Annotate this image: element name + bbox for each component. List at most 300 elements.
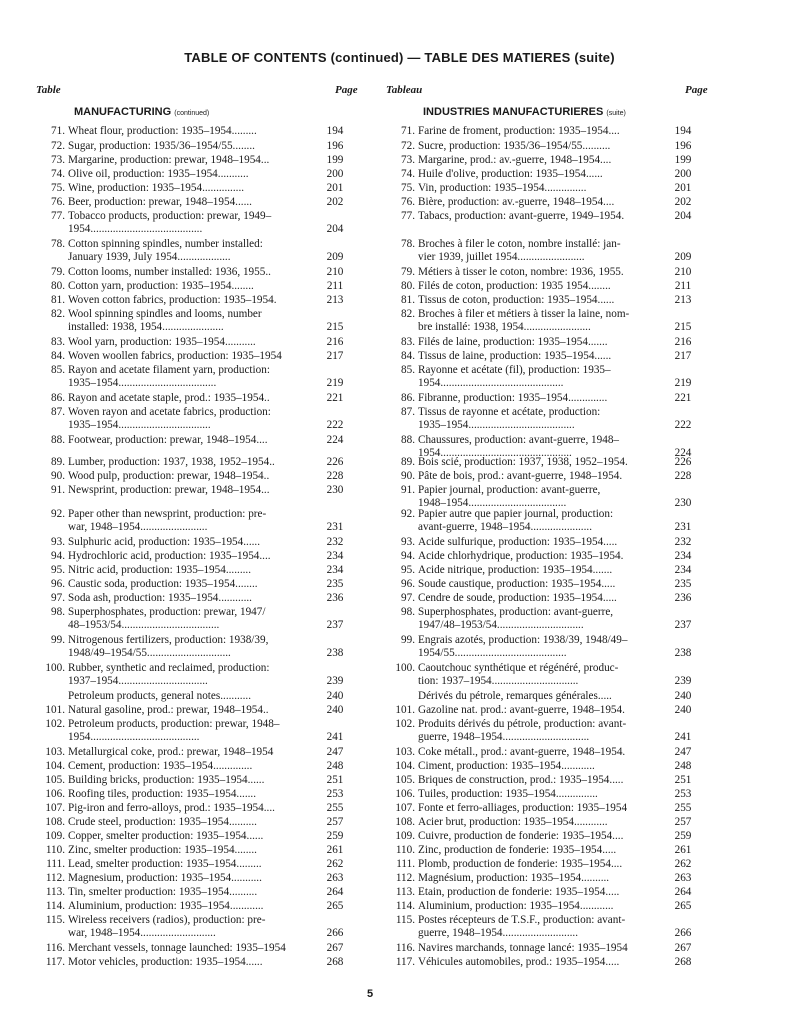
toc-entry-number: 108. <box>45 816 65 828</box>
toc-entry <box>33 169 351 182</box>
toc-entry-number: 79. <box>51 266 65 278</box>
toc-entry-text: Tissus de rayonne et acétate, production: <box>418 407 601 418</box>
toc-entry-page: 248 <box>326 760 344 772</box>
toc-entry-text: 1935–1954................................. <box>68 420 211 431</box>
toc-entry <box>33 817 351 830</box>
toc-entry-page: 230 <box>326 484 344 496</box>
toc-entry-text: Fonte et ferro-alliages, production: 1935–1954 <box>418 803 628 814</box>
toc-entry-page: 241 <box>326 731 344 743</box>
toc-entry <box>383 267 701 280</box>
toc-entry-number: 109. <box>395 830 415 842</box>
toc-entry-number: 105. <box>395 774 415 786</box>
toc-entry <box>33 831 351 844</box>
toc-entry-page: 263 <box>674 872 692 884</box>
toc-entry-page: 228 <box>674 470 692 482</box>
toc-entry-page: 222 <box>674 419 692 431</box>
toc-entry-text: Cement, production: 1935–1954.............. <box>68 761 253 772</box>
toc-entry-text: Petroleum products, general notes........... <box>68 691 251 702</box>
toc-entry-page: 237 <box>674 619 692 631</box>
toc-entry-page: 221 <box>674 392 692 404</box>
toc-entry-number: 89. <box>401 456 415 468</box>
toc-entry-number: 79. <box>401 266 415 278</box>
toc-entry-page: 199 <box>674 154 692 166</box>
right-table-label: Tableau <box>386 84 423 96</box>
toc-entry-number: 75. <box>51 182 65 194</box>
toc-entry-number: 101. <box>395 704 415 716</box>
toc-entry-page: 236 <box>674 592 692 604</box>
toc-entry-page: 234 <box>674 564 692 576</box>
toc-entry <box>33 579 351 592</box>
toc-entry-page: 210 <box>674 266 692 278</box>
toc-entry-page: 239 <box>326 675 344 687</box>
toc-entry <box>33 901 351 914</box>
toc-entry <box>33 485 351 498</box>
toc-entry-text: Tobacco products, production: prewar, 1949– <box>68 211 272 222</box>
toc-entry <box>33 267 351 280</box>
toc-entry-page: 234 <box>674 550 692 562</box>
toc-entry <box>383 281 701 294</box>
toc-entry-text: Bière, production: av.-guerre, 1948–1954.... <box>418 197 615 208</box>
toc-entry-page: 240 <box>326 704 344 716</box>
toc-entry <box>383 407 701 433</box>
toc-entry-number: 105. <box>45 774 65 786</box>
toc-entry-page: 248 <box>674 760 692 772</box>
toc-entry <box>383 537 701 550</box>
toc-entry <box>33 471 351 484</box>
toc-entry-text: Zinc, production de fonderie: 1935–1954..... <box>418 845 617 856</box>
toc-entry <box>383 593 701 606</box>
toc-entry-text: Crude steel, production: 1935–1954.......... <box>68 817 257 828</box>
toc-entry <box>383 705 701 718</box>
toc-entry-page: 232 <box>674 536 692 548</box>
toc-entry-page: 259 <box>326 830 344 842</box>
toc-entry-number: 95. <box>51 564 65 576</box>
left-section-title: MANUFACTURING <box>74 106 172 118</box>
toc-entry-text: Tabacs, production: avant-guerre, 1949–1954. <box>418 211 625 222</box>
toc-entry-text: 1947/48–1953/54............................... <box>418 620 584 631</box>
toc-entry-text: 1935–1954...................................... <box>418 420 575 431</box>
toc-entry-page: 194 <box>674 125 692 137</box>
toc-entry-text: Produits dérivés du pétrole, production: avant- <box>418 719 627 730</box>
toc-entry-number: 80. <box>51 280 65 292</box>
toc-entry-page: 211 <box>674 280 692 292</box>
toc-entry-number: 106. <box>395 788 415 800</box>
toc-entry-number: 97. <box>401 592 415 604</box>
toc-entry <box>383 239 701 265</box>
toc-entry-page: 240 <box>674 690 692 702</box>
toc-entry-text: 1954....................................... <box>68 732 200 743</box>
toc-entry <box>33 141 351 154</box>
toc-entry-page: 238 <box>674 647 692 659</box>
toc-entry-text: Aluminium, production: 1935–1954............ <box>68 901 264 912</box>
toc-entry-number: 94. <box>401 550 415 562</box>
toc-entry <box>33 943 351 956</box>
toc-entry-page: 235 <box>674 578 692 590</box>
toc-entry-text: Woven woollen fabrics, production: 1935–1954 <box>68 351 282 362</box>
toc-entry-page: 261 <box>326 844 344 856</box>
toc-entry-number: 113. <box>395 886 415 898</box>
toc-entry-number: 86. <box>51 392 65 404</box>
toc-entry-page: 221 <box>326 392 344 404</box>
toc-entry <box>33 957 351 970</box>
toc-entry-text: tion: 1937–1954............................... <box>418 676 579 687</box>
toc-entry-number: 83. <box>401 336 415 348</box>
toc-entry-number: 88. <box>401 434 415 446</box>
toc-entry-text: Cotton looms, number installed: 1936, 1955.. <box>68 267 271 278</box>
toc-entry <box>33 747 351 760</box>
toc-entry <box>33 435 351 448</box>
toc-entry <box>383 957 701 970</box>
toc-entry-number: 99. <box>401 634 415 646</box>
toc-entry-page: 216 <box>326 336 344 348</box>
toc-entry-text: Olive oil, production: 1935–1954........... <box>68 169 249 180</box>
toc-entry-page: 240 <box>326 690 344 702</box>
toc-entry-number: 115. <box>45 914 65 926</box>
toc-entry-page: 210 <box>326 266 344 278</box>
toc-entry-page: 268 <box>674 956 692 968</box>
toc-entry <box>383 565 701 578</box>
toc-entry-number: 102. <box>395 718 415 730</box>
toc-entry-page: 264 <box>326 886 344 898</box>
toc-entry-number: 94. <box>51 550 65 562</box>
toc-entry-number: 92. <box>51 508 65 520</box>
toc-entry-number: 80. <box>401 280 415 292</box>
toc-entry-page: 219 <box>674 377 692 389</box>
toc-entry-number: 85. <box>51 364 65 376</box>
toc-entry-page: 217 <box>674 350 692 362</box>
toc-entry-number: 98. <box>401 606 415 618</box>
toc-entry-number: 85. <box>401 364 415 376</box>
toc-entry <box>33 761 351 774</box>
toc-entry <box>383 859 701 872</box>
toc-entry <box>33 635 351 661</box>
toc-entry-text: Vin, production: 1935–1954............... <box>418 183 587 194</box>
toc-entry-number: 81. <box>51 294 65 306</box>
toc-entry-number: 76. <box>51 196 65 208</box>
toc-entry-number: 88. <box>51 434 65 446</box>
toc-entry-number: 113. <box>45 886 65 898</box>
toc-entry-text: Wood pulp, production: prewar, 1948–1954.. <box>68 471 270 482</box>
toc-entry-page: 213 <box>326 294 344 306</box>
toc-entry-text: Sulphuric acid, production: 1935–1954...... <box>68 537 261 548</box>
toc-entry-text: Pâte de bois, prod.: avant-guerre, 1948–1954. <box>418 471 623 482</box>
toc-entry-text: Filés de laine, production: 1935–1954....... <box>418 337 608 348</box>
toc-entry-number: 74. <box>51 168 65 180</box>
toc-entry-text: Copper, smelter production: 1935–1954...... <box>68 831 264 842</box>
toc-entry-text: 1954........................................ <box>68 224 203 235</box>
toc-entry-page: 196 <box>674 140 692 152</box>
toc-entry-text: Caoutchouc synthétique et régénéré, produc- <box>418 663 619 674</box>
toc-entry <box>33 197 351 210</box>
toc-entry-page: 201 <box>326 182 344 194</box>
toc-entry <box>383 309 701 335</box>
toc-entry-number: 75. <box>401 182 415 194</box>
toc-entry-page: 224 <box>326 434 344 446</box>
toc-entry-page: 234 <box>326 564 344 576</box>
toc-entry-page: 255 <box>674 802 692 814</box>
toc-entry-page: 219 <box>326 377 344 389</box>
toc-entry-page: 226 <box>326 456 344 468</box>
toc-entry-number: 110. <box>45 844 65 856</box>
toc-entry-text: Woven rayon and acetate fabrics, production: <box>68 407 271 418</box>
toc-entry <box>383 211 701 224</box>
toc-entry-page: 200 <box>326 168 344 180</box>
toc-entry-number: 111. <box>396 858 415 870</box>
toc-entry <box>33 705 351 718</box>
toc-entry-text: war, 1948–1954........................... <box>68 928 216 939</box>
toc-entry-text: Nitrogenous fertilizers, production: 1938/39, <box>68 635 269 646</box>
toc-entry-number: 110. <box>395 844 415 856</box>
toc-entry-page: 230 <box>674 497 692 509</box>
toc-entry <box>383 365 701 391</box>
toc-entry-number: 90. <box>51 470 65 482</box>
toc-entry-text: installed: 1938, 1954...................... <box>68 322 224 333</box>
toc-entry-page: 261 <box>674 844 692 856</box>
toc-entry <box>383 845 701 858</box>
toc-entry <box>383 351 701 364</box>
toc-entry-number: 77. <box>401 210 415 222</box>
toc-entry-page: 204 <box>674 210 692 222</box>
toc-entry-text: Papier autre que papier journal, production: <box>418 509 614 520</box>
toc-entry-number: 76. <box>401 196 415 208</box>
toc-entry-page: 262 <box>326 858 344 870</box>
toc-entry-number: 91. <box>51 484 65 496</box>
right-section-heading <box>423 106 626 118</box>
toc-entry-page: 196 <box>326 140 344 152</box>
toc-entry-text: Tin, smelter production: 1935–1954.......... <box>68 887 258 898</box>
toc-entry-text: Magnésium, production: 1935–1954.......... <box>418 873 610 884</box>
toc-entry-page: 266 <box>326 927 344 939</box>
toc-entry-text: Lumber, production: 1937, 1938, 1952–1954.. <box>68 457 275 468</box>
toc-entry <box>383 337 701 350</box>
toc-entry-text: Briques de construction, prod.: 1935–1954..... <box>418 775 624 786</box>
toc-entry-number: 73. <box>51 154 65 166</box>
toc-entry-text: Aluminium, production: 1935–1954............ <box>418 901 614 912</box>
toc-entry <box>383 747 701 760</box>
toc-entry-text: Ciment, production: 1935–1954............ <box>418 761 595 772</box>
toc-entry-text: Engrais azotés, production: 1938/39, 1948/49– <box>418 635 628 646</box>
toc-entry <box>383 155 701 168</box>
toc-entry <box>383 141 701 154</box>
toc-entry-page: 215 <box>674 321 692 333</box>
toc-entry-page: 255 <box>326 802 344 814</box>
toc-entry-text: Broches à filer et métiers à tisser la laine, nom- <box>418 309 630 320</box>
toc-entry-text: Gazoline nat. prod.: avant-guerre, 1948–1954. <box>418 705 625 716</box>
toc-entry-text: Dérivés du pétrole, remarques générales..... <box>418 691 612 702</box>
toc-entry <box>33 803 351 816</box>
toc-entry-page: 257 <box>326 816 344 828</box>
toc-entry <box>383 817 701 830</box>
toc-entry-text: Merchant vessels, tonnage launched: 1935–1954 <box>68 943 286 954</box>
toc-entry-number: 101. <box>45 704 65 716</box>
toc-entry-text: 1948–1954................................... <box>418 498 567 509</box>
toc-entry-text: Margarine, production: prewar, 1948–1954... <box>68 155 270 166</box>
toc-entry <box>33 407 351 433</box>
toc-entry-number: 112. <box>45 872 65 884</box>
toc-entry-number: 103. <box>45 746 65 758</box>
toc-entry <box>33 915 351 941</box>
toc-entry <box>33 183 351 196</box>
toc-entry-page: 265 <box>674 900 692 912</box>
toc-entry-number: 96. <box>401 578 415 590</box>
toc-entry <box>33 365 351 391</box>
toc-entry-number: 108. <box>395 816 415 828</box>
toc-entry-number: 109. <box>45 830 65 842</box>
toc-entry-number: 89. <box>51 456 65 468</box>
toc-entry-text: Margarine, prod.: av.-guerre, 1948–1954.... <box>418 155 612 166</box>
toc-entry-page: 247 <box>674 746 692 758</box>
toc-entry-number: 116. <box>45 942 65 954</box>
toc-entry-page: 235 <box>326 578 344 590</box>
toc-entry <box>33 789 351 802</box>
toc-entry-page: 209 <box>674 251 692 263</box>
toc-entry-number: 81. <box>401 294 415 306</box>
toc-entry <box>383 197 701 210</box>
left-table-label: Table <box>36 84 61 96</box>
toc-entry <box>33 551 351 564</box>
toc-entry-text: 1954............................................ <box>418 378 564 389</box>
toc-entry <box>383 803 701 816</box>
toc-entry-page: 239 <box>674 675 692 687</box>
toc-entry-text: Lead, smelter production: 1935–1954......... <box>68 859 262 870</box>
toc-entry-number: 107. <box>395 802 415 814</box>
toc-entry-number: 91. <box>401 484 415 496</box>
toc-entry-number: 115. <box>395 914 415 926</box>
toc-entry <box>383 393 701 406</box>
toc-entry <box>383 607 701 633</box>
toc-entry-text: bre installé: 1938, 1954........................ <box>418 322 591 333</box>
right-page-label: Page <box>685 84 708 96</box>
toc-entry <box>33 126 351 139</box>
toc-entry <box>33 337 351 350</box>
toc-entry-text: January 1939, July 1954................... <box>68 252 231 263</box>
toc-entry-page: 202 <box>674 196 692 208</box>
toc-entry <box>383 295 701 308</box>
toc-entry-number: 95. <box>401 564 415 576</box>
toc-entry <box>33 845 351 858</box>
toc-entry-page: 200 <box>674 168 692 180</box>
toc-entry-text: Newsprint, production: prewar, 1948–1954... <box>68 485 270 496</box>
toc-entry-text: Wine, production: 1935–1954............... <box>68 183 245 194</box>
toc-entry-page: 265 <box>326 900 344 912</box>
toc-entry-page: 253 <box>326 788 344 800</box>
toc-entry-page: 241 <box>674 731 692 743</box>
toc-entry-page: 215 <box>326 321 344 333</box>
toc-entry-text: Sugar, production: 1935/36–1954/55........ <box>68 141 255 152</box>
toc-entry-text: Motor vehicles, production: 1935–1954...... <box>68 957 263 968</box>
toc-entry-text: 1937–1954................................ <box>68 676 208 687</box>
toc-entry <box>383 635 701 661</box>
toc-entry-text: Rayon and acetate staple, prod.: 1935–1954.. <box>68 393 270 404</box>
toc-entry-text: Acide sulfurique, production: 1935–1954..... <box>418 537 618 548</box>
toc-entry-number: 117. <box>395 956 415 968</box>
toc-entry-text: Cotton yarn, production: 1935–1954........ <box>68 281 254 292</box>
toc-entry <box>33 295 351 308</box>
toc-entry-text: Broches à filer le coton, nombre installé: jan- <box>418 239 621 250</box>
toc-entry-number: 107. <box>45 802 65 814</box>
toc-entry-number: 98. <box>51 606 65 618</box>
toc-entry-page: 231 <box>674 521 692 533</box>
toc-entry-number: 112. <box>395 872 415 884</box>
toc-entry-page: 231 <box>326 521 344 533</box>
toc-entry-text: Plomb, production de fonderie: 1935–1954.... <box>418 859 623 870</box>
toc-entry-page: 226 <box>674 456 692 468</box>
toc-entry-text: Tissus de coton, production: 1935–1954...... <box>418 295 615 306</box>
page-title: TABLE OF CONTENTS (continued) — TABLE DES MATIERES (suite) <box>184 50 615 65</box>
toc-entry <box>383 761 701 774</box>
toc-entry <box>383 471 701 484</box>
toc-entry <box>33 873 351 886</box>
toc-entry <box>383 551 701 564</box>
toc-entry-number: 106. <box>45 788 65 800</box>
toc-entry <box>383 457 701 470</box>
toc-entry <box>33 393 351 406</box>
toc-entry-number: 72. <box>51 140 65 152</box>
toc-entry-number: 111. <box>46 858 65 870</box>
toc-entry <box>33 281 351 294</box>
toc-entry <box>33 509 351 535</box>
toc-entry <box>383 485 701 511</box>
toc-entry-number: 93. <box>401 536 415 548</box>
toc-entry-text: Footwear, production: prewar, 1948–1954.... <box>68 435 268 446</box>
toc-entry-text: Sucre, production: 1935/36–1954/55.......... <box>418 141 611 152</box>
toc-entry-text: Navires marchands, tonnage lancé: 1935–1954 <box>418 943 628 954</box>
toc-entry-number: 87. <box>51 406 65 418</box>
toc-entry-page: 213 <box>674 294 692 306</box>
toc-entry-page: 267 <box>674 942 692 954</box>
toc-entry-text: Métiers à tisser le coton, nombre: 1936, 1955. <box>418 267 624 278</box>
toc-entry <box>383 579 701 592</box>
toc-entry-page: 194 <box>326 125 344 137</box>
toc-entry <box>33 719 351 745</box>
toc-entry-text: Filés de coton, production: 1935 1954........ <box>418 281 611 292</box>
toc-entry <box>383 183 701 196</box>
toc-entry-number: 77. <box>51 210 65 222</box>
toc-entry-number: 102. <box>45 718 65 730</box>
toc-entry-text: Wireless receivers (radios), production: pre- <box>68 915 266 926</box>
toc-entry-text: Soude caustique, production: 1935–1954..... <box>418 579 616 590</box>
toc-entry <box>383 873 701 886</box>
toc-entry-number: 82. <box>401 308 415 320</box>
toc-entry <box>383 915 701 941</box>
toc-entry-text: 1935–1954................................... <box>68 378 217 389</box>
toc-entry-page: 251 <box>326 774 344 786</box>
toc-entry-text: Wool spinning spindles and looms, number <box>68 309 262 320</box>
toc-entry-text: Rubber, synthetic and reclaimed, production: <box>68 663 270 674</box>
toc-entry-number: 78. <box>401 238 415 250</box>
toc-entry <box>33 859 351 872</box>
toc-entry-number: 97. <box>51 592 65 604</box>
toc-entry-text: Coke métall., prod.: avant-guerre, 1948–1954. <box>418 747 626 758</box>
toc-entry-text: Nitric acid, production: 1935–1954......... <box>68 565 252 576</box>
toc-entry-page: 257 <box>674 816 692 828</box>
toc-entry-text: Metallurgical coke, prod.: prewar, 1948–1954 <box>68 747 274 758</box>
toc-entry <box>33 351 351 364</box>
toc-entry-text: Rayonne et acétate (fil), production: 1935– <box>418 365 611 376</box>
toc-entry-text: Chaussures, production: avant-guerre, 1948– <box>418 435 620 446</box>
toc-entry-page: 211 <box>326 280 344 292</box>
toc-entry-page: 216 <box>674 336 692 348</box>
toc-entry-page: 253 <box>674 788 692 800</box>
toc-entry-text: 1954............................................... <box>418 448 572 459</box>
toc-entry-number: 78. <box>51 238 65 250</box>
toc-entry-page: 209 <box>326 251 344 263</box>
toc-entry-page: 263 <box>326 872 344 884</box>
toc-entry-number: 84. <box>401 350 415 362</box>
toc-entry-text: Etain, production de fonderie: 1935–1954..... <box>418 887 620 898</box>
toc-entry <box>383 831 701 844</box>
toc-entry-page: 262 <box>674 858 692 870</box>
